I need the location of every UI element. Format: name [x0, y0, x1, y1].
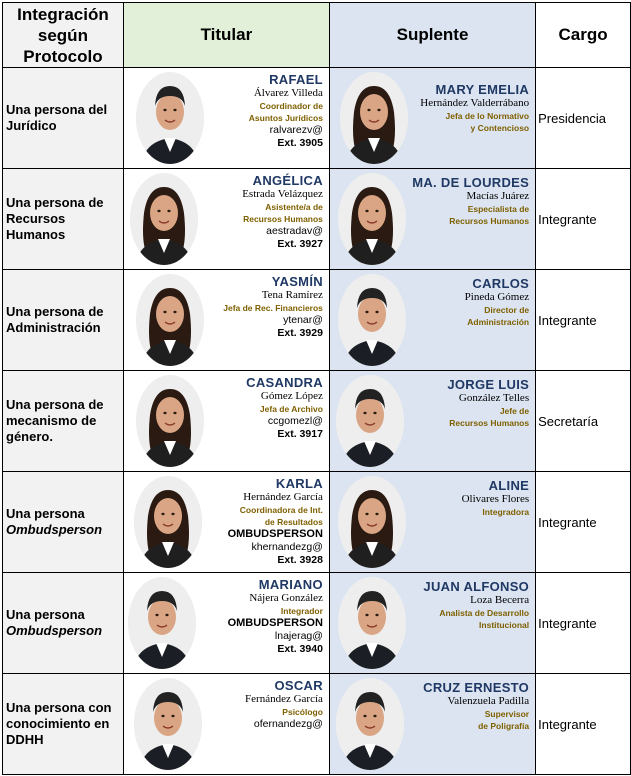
suplente-name: CARLOS	[472, 276, 530, 291]
suplente-cell	[329, 371, 535, 472]
suplente-photo	[336, 375, 404, 467]
integracion-text: Una persona de Recursos Humanos	[6, 195, 104, 242]
suplente-surnames: Hernández Valderrábano	[420, 97, 530, 109]
suplente-photo	[340, 72, 408, 164]
committee-row	[3, 270, 631, 371]
titular-info	[249, 72, 323, 150]
suplente-name: JUAN ALFONSO	[423, 579, 530, 594]
titular-name: ANGÉLICA	[252, 173, 323, 188]
integracion-text: Una persona	[6, 607, 85, 622]
integracion-cell	[3, 371, 124, 472]
titular-photo	[134, 476, 202, 568]
titular-surnames: Gómez López	[260, 390, 323, 402]
titular-email: ofernandezg@	[253, 718, 323, 730]
suplente-info	[465, 276, 529, 328]
cargo-cell: Presidencia	[536, 68, 631, 169]
titular-role-line: Recursos Humanos	[243, 214, 323, 224]
suplente-name: CRUZ ERNESTO	[423, 680, 530, 695]
titular-name: CASANDRA	[246, 375, 323, 390]
titular-extension: Ext. 3917	[277, 428, 323, 440]
titular-photo	[130, 173, 198, 265]
titular-name: RAFAEL	[269, 72, 323, 87]
titular-role-line: Asuntos Jurídicos	[248, 113, 323, 123]
titular-ombudsperson-tag: OMBUDSPERSON	[227, 617, 323, 629]
suplente-surnames: Valenzuela Padilla	[447, 695, 530, 707]
titular-info	[245, 678, 323, 731]
integracion-cell	[3, 573, 124, 674]
titular-cell	[123, 371, 329, 472]
suplente-role-line: y Contencioso	[470, 123, 530, 133]
cargo-cell: Integrante	[536, 169, 631, 270]
committee-row	[3, 573, 631, 674]
titular-role-line: de Resultados	[264, 517, 323, 527]
suplente-photo	[338, 577, 406, 669]
suplente-role-line: Director de	[484, 305, 530, 315]
titular-info	[228, 476, 323, 567]
suplente-role-line: Especialista de	[467, 204, 530, 214]
titular-role-line: Jefa de Rec. Financieros	[223, 303, 323, 313]
suplente-info	[423, 680, 529, 732]
cargo-cell: Integrante	[536, 472, 631, 573]
titular-extension: Ext. 3928	[277, 554, 323, 566]
titular-photo-svg-5	[128, 577, 196, 669]
titular-photo	[136, 274, 204, 366]
titular-extension: Ext. 3940	[277, 643, 323, 655]
integracion-text: Una persona de Administración	[6, 304, 104, 335]
integracion-cell	[3, 674, 124, 775]
titular-photo-svg-4	[134, 476, 202, 568]
suplente-photo-svg-2	[338, 274, 406, 366]
suplente-photo-svg-6	[336, 678, 404, 770]
suplente-role-line: de Poligrafía	[478, 721, 530, 731]
titular-role-line: Jefa de Archivo	[259, 404, 323, 414]
suplente-name: ALINE	[488, 478, 530, 493]
titular-ombudsperson-tag: OMBUDSPERSON	[227, 528, 323, 540]
titular-surnames: Estrada Velázquez	[242, 188, 323, 200]
suplente-cell	[329, 674, 535, 775]
suplente-photo	[338, 476, 406, 568]
titular-email: ccgomezl@	[267, 415, 323, 427]
suplente-surnames: Macías Juárez	[466, 190, 530, 202]
titular-name: YASMÍN	[271, 274, 323, 289]
titular-surnames: Hernández García	[243, 491, 323, 503]
titular-photo	[136, 72, 204, 164]
suplente-photo	[338, 274, 406, 366]
suplente-photo-svg-0	[340, 72, 408, 164]
titular-surnames: Nájera González	[249, 592, 323, 604]
integracion-italic-text: Ombudsperson	[6, 522, 103, 537]
suplente-photo-svg-3	[336, 375, 404, 467]
suplente-name: MA. DE LOURDES	[412, 175, 530, 190]
cargo-cell: Secretaría	[536, 371, 631, 472]
suplente-photo-svg-5	[338, 577, 406, 669]
titular-cell	[123, 270, 329, 371]
header-titular: Titular	[123, 3, 329, 68]
suplente-role-line: Jefe de	[499, 406, 530, 416]
titular-info	[242, 173, 323, 251]
suplente-cell	[329, 169, 535, 270]
integracion-text: Una persona con conocimiento en DDHH	[6, 700, 112, 747]
suplente-info	[412, 175, 529, 227]
titular-surnames: Álvarez Villeda	[253, 87, 323, 99]
suplente-cell	[329, 573, 535, 674]
integracion-cell	[3, 68, 124, 169]
suplente-photo	[336, 678, 404, 770]
titular-photo-svg-1	[130, 173, 198, 265]
integracion-italic-text: Ombudsperson	[6, 623, 103, 638]
titular-info	[223, 274, 323, 340]
titular-role-line: Integrador	[280, 606, 323, 616]
titular-extension: Ext. 3927	[277, 238, 323, 250]
suplente-name: JORGE LUIS	[447, 377, 530, 392]
suplente-role-line: Jefa de lo Normativo	[445, 111, 530, 121]
titular-surnames: Tena Ramírez	[261, 289, 323, 301]
titular-name: MARIANO	[258, 577, 323, 592]
titular-role-line: Psicólogo	[282, 707, 323, 717]
suplente-surnames: Pineda Gómez	[464, 291, 530, 303]
suplente-role-line: Recursos Humanos	[449, 418, 530, 428]
titular-cell	[123, 573, 329, 674]
integracion-text: Una persona	[6, 506, 85, 521]
titular-photo	[134, 678, 202, 770]
titular-photo-svg-3	[136, 375, 204, 467]
committee-row	[3, 472, 631, 573]
titular-info	[228, 577, 323, 656]
integracion-text: Una persona del Jurídico	[6, 102, 108, 133]
titular-cell	[123, 674, 329, 775]
titular-extension: Ext. 3905	[277, 137, 323, 149]
suplente-info	[462, 478, 530, 518]
suplente-role-line: Recursos Humanos	[449, 216, 530, 226]
suplente-photo	[338, 173, 406, 265]
suplente-name: MARY EMELIA	[435, 82, 530, 97]
cargo-cell: Integrante	[536, 674, 631, 775]
header-row	[3, 3, 631, 68]
committee-row	[3, 169, 631, 270]
suplente-surnames: Olivares Flores	[461, 493, 530, 505]
titular-email: khernandezg@	[251, 541, 323, 553]
suplente-role-line: Institucional	[479, 620, 530, 630]
committee-row	[3, 371, 631, 472]
titular-cell	[123, 472, 329, 573]
suplente-cell	[329, 68, 535, 169]
suplente-surnames: González Telles	[458, 392, 530, 404]
committee-row	[3, 68, 631, 169]
header-suplente: Suplente	[329, 3, 535, 68]
titular-photo	[136, 375, 204, 467]
titular-role-line: Asistente/a de	[265, 202, 323, 212]
titular-cell	[123, 68, 329, 169]
suplente-role-line: Supervisor	[484, 709, 530, 719]
titular-name: OSCAR	[274, 678, 323, 693]
titular-info	[246, 375, 323, 441]
suplente-surnames: Loza Becerra	[470, 594, 530, 606]
titular-photo	[128, 577, 196, 669]
suplente-info	[420, 82, 529, 134]
titular-surnames: Fernández García	[245, 693, 323, 705]
integracion-cell	[3, 270, 124, 371]
committee-row	[3, 674, 631, 775]
titular-email: ralvarezv@	[269, 124, 323, 136]
integracion-cell	[3, 472, 124, 573]
titular-role-line: Coordinadora de Int.	[239, 505, 323, 515]
cargo-cell: Integrante	[536, 573, 631, 674]
titular-photo-svg-2	[136, 274, 204, 366]
suplente-photo-svg-1	[338, 173, 406, 265]
titular-extension: Ext. 3929	[277, 327, 323, 339]
integracion-cell	[3, 169, 124, 270]
header-cargo: Cargo	[536, 3, 631, 68]
suplente-role-line: Administración	[467, 317, 530, 327]
suplente-role-line: Integradora	[482, 507, 530, 517]
suplente-photo-svg-4	[338, 476, 406, 568]
titular-role-line: Coordinador de	[259, 101, 323, 111]
titular-email: aestradav@	[266, 225, 323, 237]
suplente-info	[447, 377, 529, 429]
cargo-cell: Integrante	[536, 270, 631, 371]
suplente-info	[423, 579, 529, 631]
titular-email: lnajerag@	[274, 630, 323, 642]
suplente-cell	[329, 270, 535, 371]
suplente-role-line: Analista de Desarrollo	[439, 608, 530, 618]
titular-photo-svg-0	[136, 72, 204, 164]
integracion-text: Una persona de mecanismo de género.	[6, 397, 104, 444]
titular-email: ytenar@	[283, 314, 323, 326]
titular-photo-svg-6	[134, 678, 202, 770]
titular-name: KARLA	[275, 476, 323, 491]
suplente-cell	[329, 472, 535, 573]
header-integracion: Integración según Protocolo	[3, 3, 124, 68]
protocol-committee-table	[2, 2, 631, 775]
titular-cell	[123, 169, 329, 270]
